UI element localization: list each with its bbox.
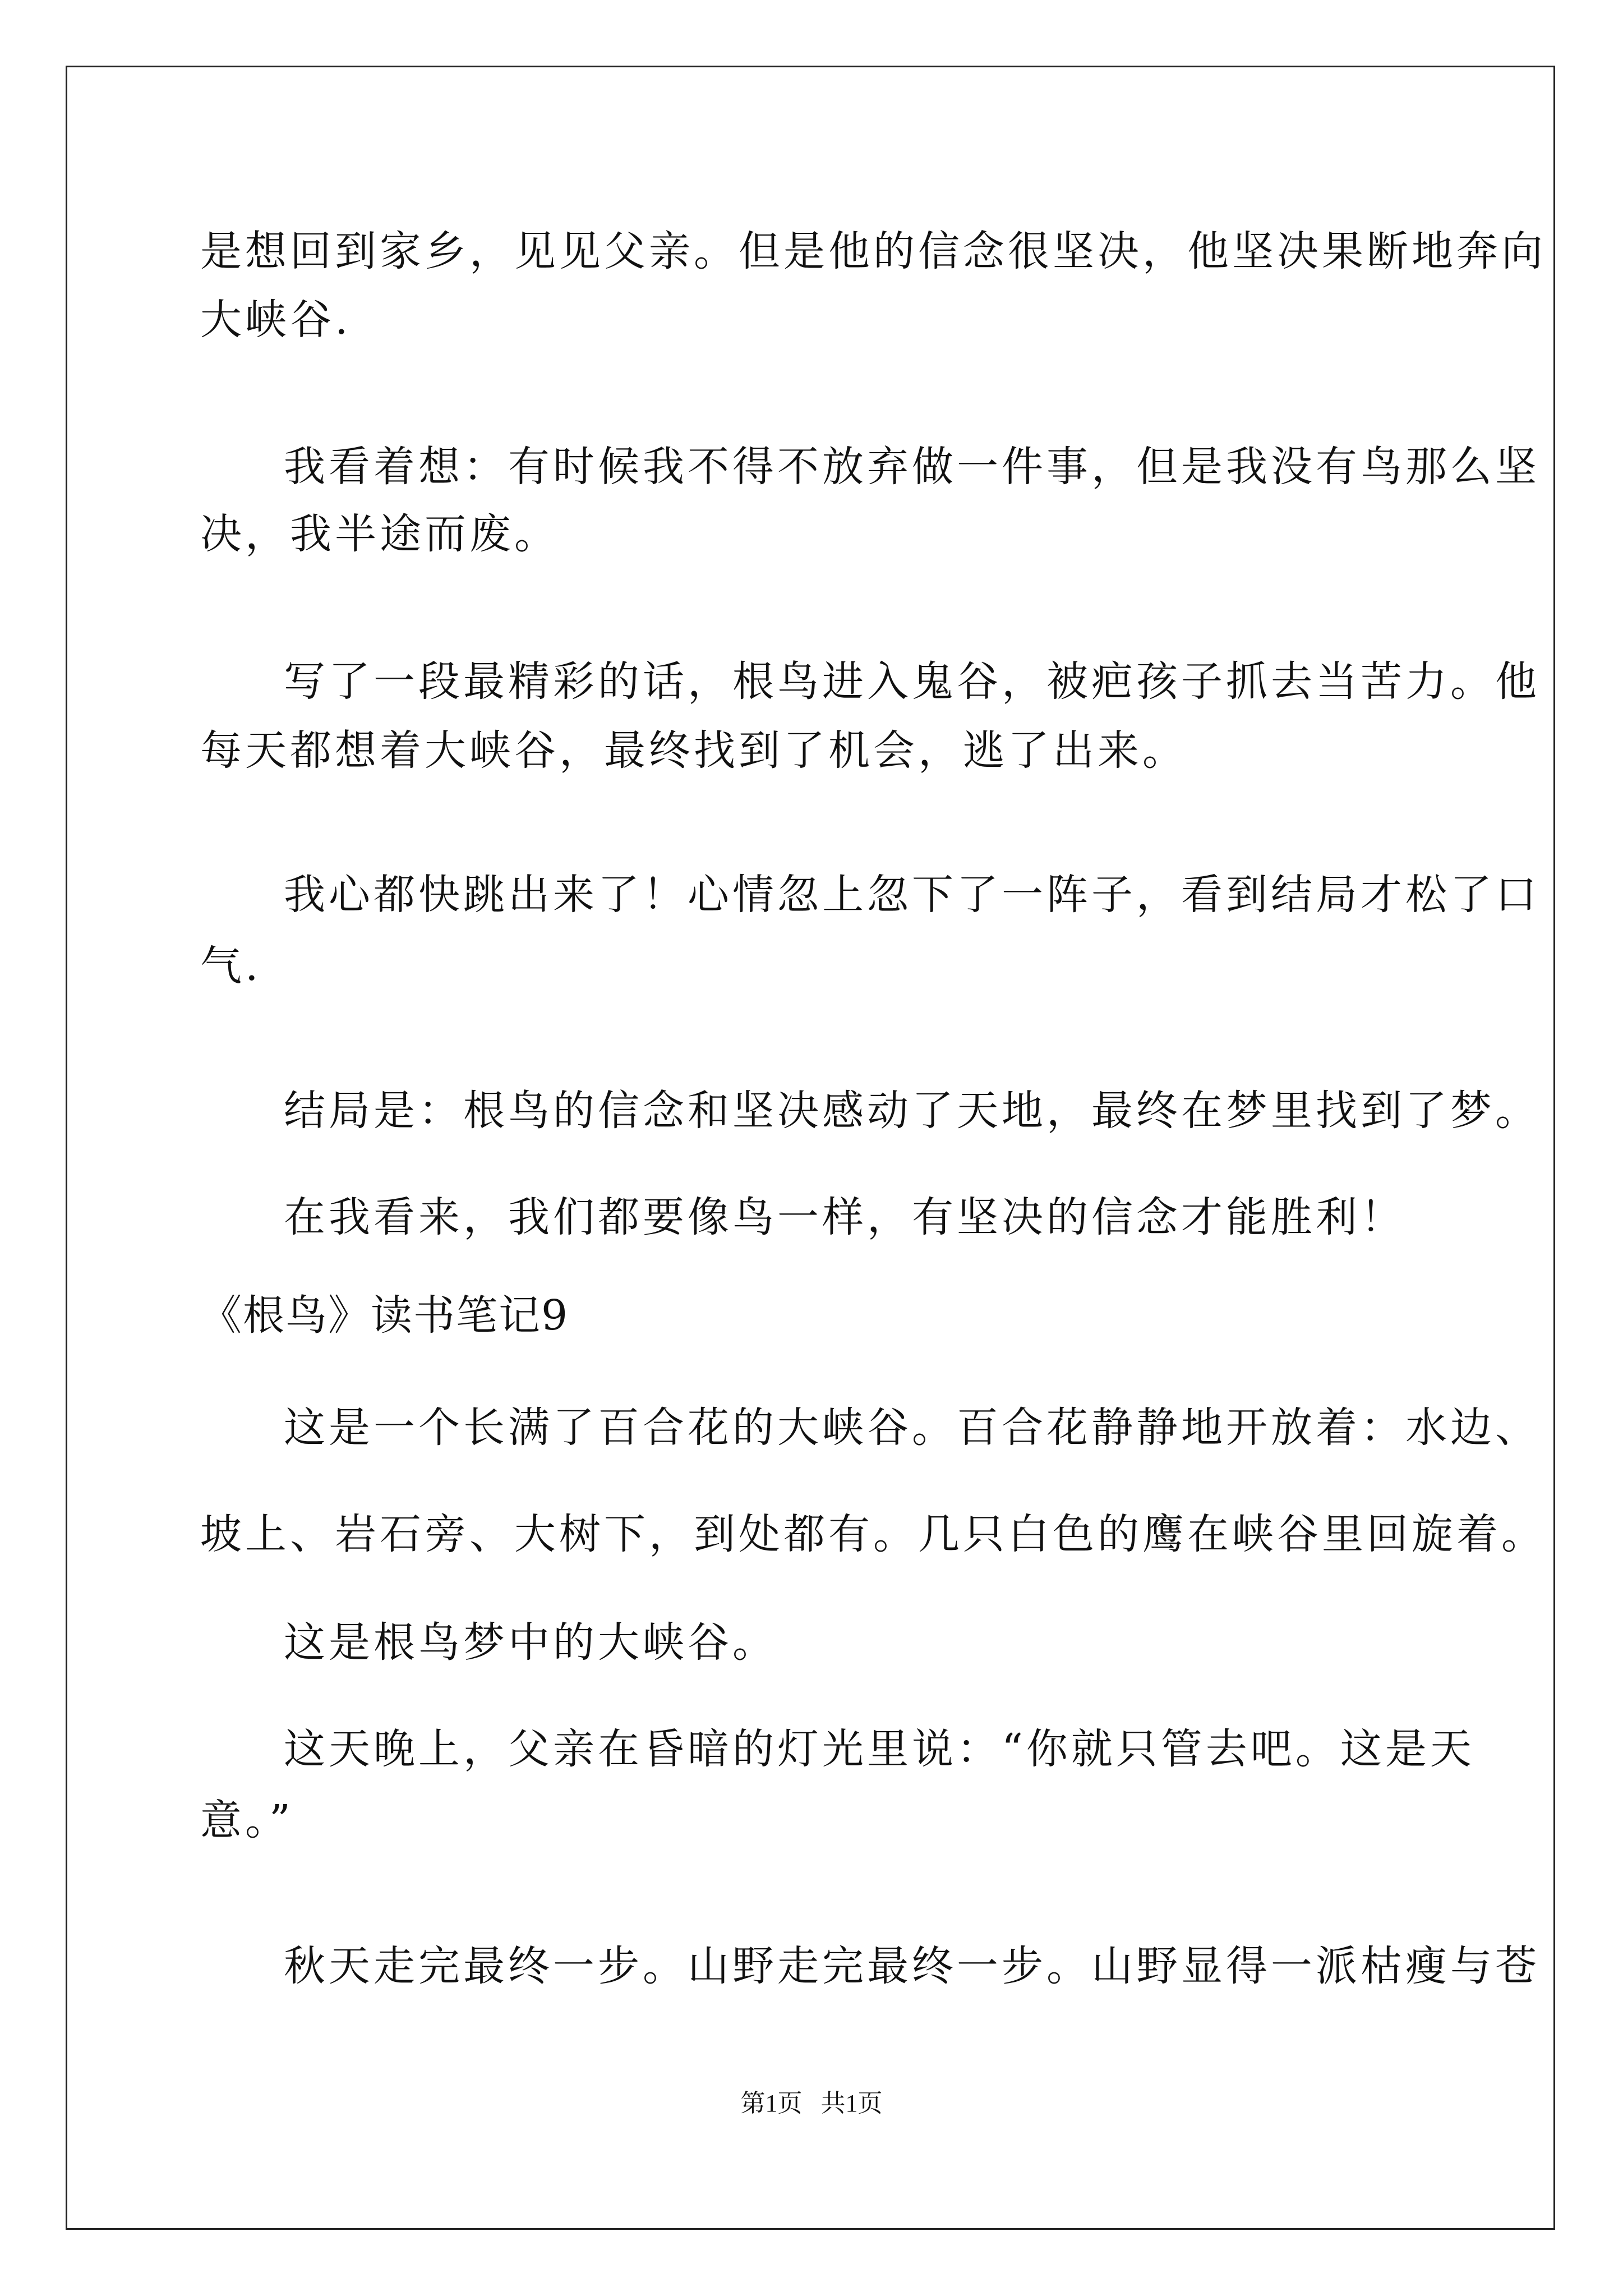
section-heading: 《根鸟》读书笔记9 (200, 1291, 569, 1340)
text-line: 我心都快跳出来了！心情忽上忽下了一阵子，看到结局才松了口 (284, 871, 1540, 919)
text-line: 每天都想着大峡谷，最终找到了机会，逃了出来。 (200, 726, 1187, 775)
page-border (66, 66, 1555, 2230)
text-line: 意。” (200, 1796, 294, 1844)
text-line: 这是一个长满了百合花的大峡谷。百合花静静地开放着：水边、 (284, 1404, 1540, 1452)
text-line: 这是根鸟梦中的大峡谷。 (284, 1618, 777, 1667)
text-line: 气. (200, 942, 262, 990)
text-line: 结局是：根鸟的信念和坚决感动了天地，最终在梦里找到了梦。 (284, 1087, 1540, 1135)
text-line: 坡上、岩石旁、大树下，到处都有。几只白色的鹰在峡谷里回旋着。 (200, 1510, 1546, 1558)
text-line: 在我看来，我们都要像鸟一样，有坚决的信念才能胜利！ (284, 1193, 1405, 1241)
text-line: 秋天走完最终一步。山野走完最终一步。山野显得一派枯瘦与苍 (284, 1942, 1540, 1990)
text-line: 我看着想：有时候我不得不放弃做一件事，但是我没有鸟那么坚 (284, 443, 1540, 491)
text-line: 写了一段最精彩的话，根鸟进入鬼谷，被疤孩子抓去当苦力。他 (284, 657, 1540, 706)
text-line: 决，我半途而废。 (200, 510, 559, 558)
page-footer: 第1页 共1页 (740, 2090, 883, 2117)
text-line: 这天晚上，父亲在昏暗的灯光里说：“你就只管去吧。这是天 (284, 1725, 1475, 1773)
text-line: 是想回到家乡，见见父亲。但是他的信念很坚决，他坚决果断地奔向 (200, 227, 1546, 275)
text-line: 大峡谷. (200, 296, 352, 344)
